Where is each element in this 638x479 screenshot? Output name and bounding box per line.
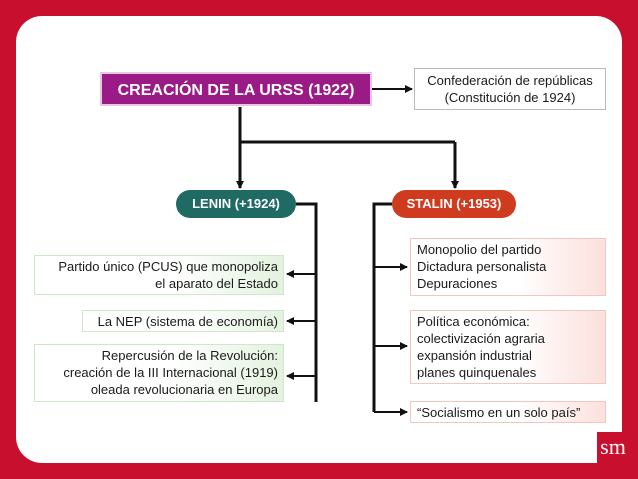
stalin-item-socialism-one-country [410, 401, 606, 423]
lenin-item-1-line-1: Partido único (PCUS) que monopoliza [58, 259, 278, 274]
sm-logo-text: sm [600, 434, 626, 459]
lenin-label: LENIN (+1924) [192, 196, 280, 211]
lenin-item-1-line-2: el aparato del Estado [155, 276, 278, 291]
lenin-item-3-line-1: Repercusión de la Revolución: [101, 348, 278, 363]
lenin-item-3-line-3: oleada revolucionaria en Europa [90, 382, 278, 397]
title-box [100, 72, 372, 106]
stalin-item-2-line-3: expansión industrial [417, 348, 532, 363]
lenin-item-revolution-impact [34, 344, 284, 402]
confederation-line-2: (Constitución de 1924) [444, 90, 576, 105]
lenin-item-nep [82, 310, 284, 332]
confederation-box [414, 68, 606, 110]
lenin-item-single-party [34, 255, 284, 295]
stalin-label: STALIN (+1953) [406, 196, 502, 211]
title-text: CREACIÓN DE LA URSS (1922) [117, 82, 355, 99]
lenin-node [176, 190, 296, 218]
stalin-item-2-line-4: planes quinquenales [417, 365, 537, 380]
stalin-item-economic-policy [410, 310, 606, 384]
stalin-item-1-line-2: Dictadura personalista [417, 259, 547, 274]
sm-logo [597, 432, 629, 464]
stalin-node [392, 190, 516, 218]
stalin-item-1-line-3: Depuraciones [417, 276, 498, 291]
lenin-item-2-line-1: La NEP (sistema de economía) [97, 314, 278, 329]
stalin-item-2-line-1: Política económica: [417, 314, 530, 329]
stalin-item-1-line-1: Monopolio del partido [417, 242, 542, 257]
stalin-item-2-line-2: colectivización agraria [417, 331, 545, 346]
stalin-item-3-line-1: “Socialismo en un solo país” [417, 405, 581, 420]
lenin-item-3-line-2: creación de la III Internacional (1919) [63, 365, 278, 380]
stalin-item-party-monopoly [410, 238, 606, 296]
confederation-line-1: Confederación de repúblicas [427, 73, 593, 88]
